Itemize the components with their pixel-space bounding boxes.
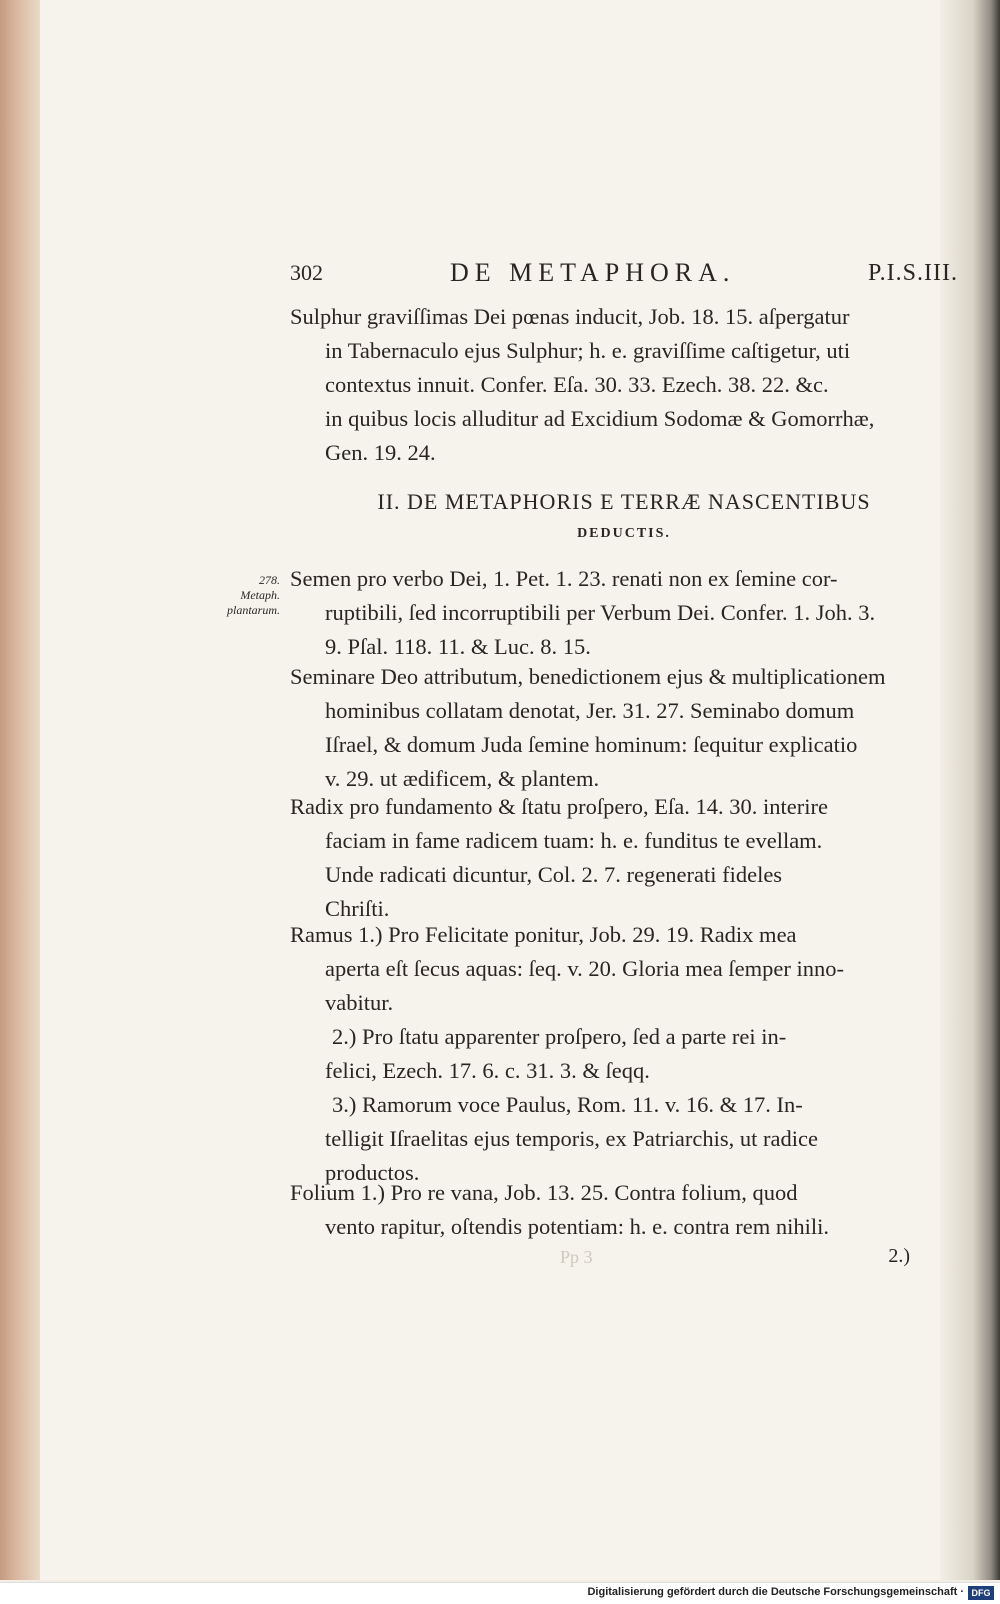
text-line: ruptibili, ſed incorruptibili per Verbum Dei. Confer. 1. Joh. 3. [325, 600, 876, 625]
dfg-logo: DFG [968, 1586, 994, 1600]
footer-credit: Digitalisierung gefördert durch die Deutsche Forschungsgemeinschaft · [587, 1586, 964, 1598]
text-line: 2.) Pro ſtatu apparenter proſpero, ſed a parte rei in- [332, 1024, 787, 1049]
text-line: 3.) Ramorum voce Paulus, Rom. 11. v. 16. & 17. In- [332, 1092, 803, 1117]
text-line: Folium 1.) Pro re vana, Job. 13. 25. Contra folium, quod [290, 1180, 798, 1205]
text-line: Seminare Deo attributum, benedictionem ejus & multiplicationem [290, 664, 886, 689]
text-line: Iſrael, & domum Juda ſemine hominum: ſequitur explicatio [325, 732, 858, 757]
text-line: v. 29. ut ædificem, & plantem. [325, 766, 600, 791]
paragraph-semen [290, 562, 960, 664]
running-header [290, 258, 958, 298]
section-heading-sub: DEDUCTIS. [577, 526, 671, 541]
text-line: Gen. 19. 24. [325, 440, 436, 465]
signature-mark: Pp 3 [560, 1247, 593, 1267]
running-title: DE METAPHORA. [450, 258, 736, 287]
text-line: in quibus locis alluditur ad Excidium Sodomæ & Gomorrhæ, [325, 406, 875, 431]
paragraph-seminare [290, 660, 960, 796]
digitization-footer [0, 1582, 1000, 1604]
text-line: vento rapitur, oſtendis potentiam: h. e. contra rem nihili. [325, 1214, 829, 1239]
part-reference: P.I.S.III. [867, 260, 958, 286]
page-edge-left [0, 0, 40, 1580]
paragraph-radix [290, 790, 960, 926]
paragraph-folium [290, 1176, 960, 1244]
text-line: aperta eſt ſecus aquas: ſeq. v. 20. Gloria mea ſemper inno- [325, 956, 844, 981]
text-line: contextus innuit. Confer. Eſa. 30. 33. Ezech. 38. 22. &c. [325, 372, 829, 397]
text-line: Sulphur graviſſimas Dei pœnas inducit, Job. 18. 15. aſpergatur [290, 304, 850, 329]
text-line: 9. Pſal. 118. 11. & Luc. 8. 15. [325, 634, 591, 659]
text-line: in Tabernaculo ejus Sulphur; h. e. graviſſime caſtigetur, uti [325, 338, 851, 363]
page-number: 302 [290, 260, 323, 285]
catchword: 2.) [888, 1245, 910, 1267]
text-line: Semen pro verbo Dei, 1. Pet. 1. 23. renati non ex ſemine cor- [290, 566, 838, 591]
text-line: Chriſti. [325, 896, 390, 921]
paragraph-ramus [290, 918, 960, 1190]
text-line: felici, Ezech. 17. 6. c. 31. 3. & ſeqq. [325, 1058, 650, 1083]
section-heading-main: II. DE METAPHORIS E TERRÆ NASCENTIBUS [377, 489, 871, 514]
text-line: Ramus 1.) Pro Felicitate ponitur, Job. 29. 19. Radix mea [290, 922, 797, 947]
section-heading [290, 485, 958, 549]
text-line: hominibus collatam denotat, Jer. 31. 27. Seminabo domum [325, 698, 855, 723]
margin-note-line: plantarum. [226, 603, 280, 617]
paragraph-sulphur [290, 300, 960, 470]
margin-note [200, 573, 280, 618]
text-line: productos. [325, 1160, 420, 1185]
text-line: Unde radicati dicuntur, Col. 2. 7. regenerati fideles [325, 862, 783, 887]
text-line: vabitur. [325, 990, 394, 1015]
margin-note-line: Metaph. [240, 588, 280, 602]
text-line: faciam in fame radicem tuam: h. e. funditus te evellam. [325, 828, 823, 853]
margin-note-number: 278. [259, 573, 280, 587]
text-line: telligit Iſraelitas ejus temporis, ex Patriarchis, ut radice [325, 1126, 818, 1151]
text-line: Radix pro fundamento & ſtatu proſpero, Eſa. 14. 30. interire [290, 794, 828, 819]
